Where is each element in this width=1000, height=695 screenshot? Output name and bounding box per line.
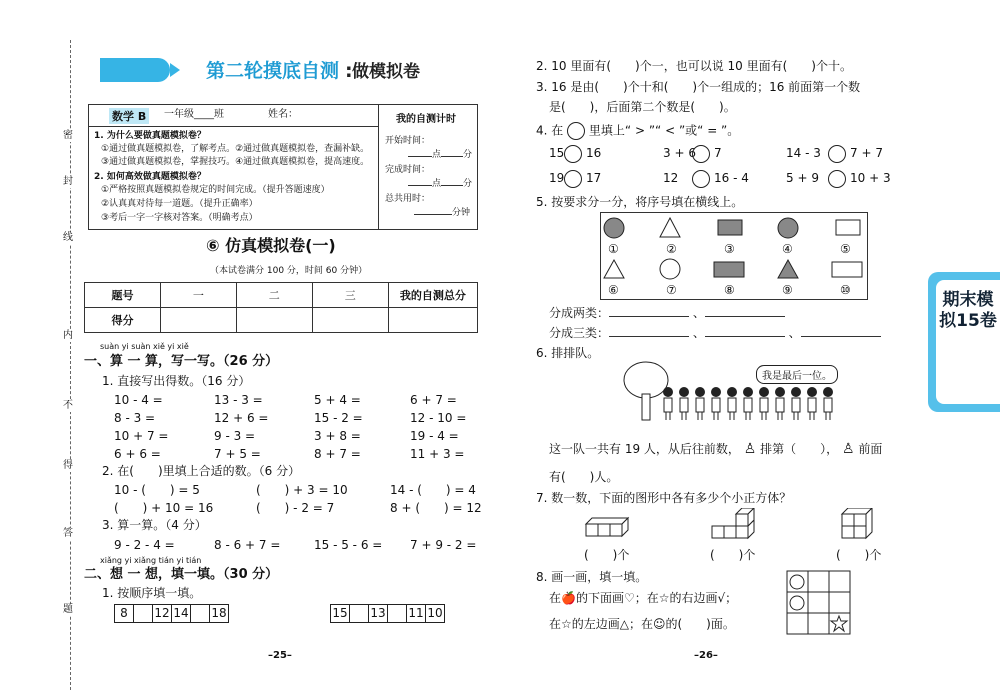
compare-circle-input[interactable] — [564, 170, 582, 188]
math-item: 10 - 4 = — [114, 393, 163, 407]
margin-char: 线 — [63, 232, 73, 243]
fill-item: 8 + ( ) = 12 — [390, 501, 482, 515]
q5-text: 5. 按要求分一分，将序号填在横线上。 — [536, 195, 744, 209]
fill-item: 10 - ( ) = 5 — [114, 483, 200, 497]
child-icon — [663, 387, 673, 420]
math-item: 9 - 3 = — [214, 429, 256, 443]
compare-left: 3 + 6 — [663, 146, 696, 160]
calc-item: 9 - 2 - 4 = — [114, 538, 175, 552]
margin-char: 答 — [63, 528, 73, 539]
child-icon: ♙ — [743, 441, 757, 457]
white-triangle-shape — [604, 260, 624, 278]
shape-number: ④ — [782, 242, 793, 256]
cubes-svg — [580, 508, 900, 548]
fill-item: ( ) - 2 = 7 — [256, 501, 335, 515]
q3-text-b: 是( )，后面第二个数是( )。 — [549, 100, 736, 114]
shape-number: ③ — [724, 242, 735, 256]
margin-char: 内 — [63, 330, 73, 341]
math-item: 6 + 6 = — [114, 447, 161, 461]
seq-cell: 18 — [211, 606, 227, 620]
q2-text: 2. 10 里面有( )个一，也可以说 10 里面有( )个十。 — [536, 59, 852, 73]
calc-item: 7 + 9 - 2 = — [410, 538, 477, 552]
shape-number: ⑥ — [608, 283, 619, 297]
page-number-left: –25– — [268, 650, 292, 661]
compare-circle-input[interactable] — [692, 145, 710, 163]
cube-group-2 — [712, 508, 754, 538]
compare-left: 15 — [549, 146, 565, 160]
white-rectangle-shape — [836, 220, 860, 235]
seq-cell: 15 — [331, 605, 350, 622]
shape-number: ① — [608, 242, 619, 256]
math-item: 19 - 4 = — [410, 429, 459, 443]
compare-circle-input[interactable] — [692, 170, 710, 188]
speech-bubble: 我是最后一位。 — [756, 365, 838, 384]
math-item: 10 + 7 = — [114, 429, 169, 443]
math-item: 8 + 7 = — [314, 447, 361, 461]
side-tab: 期末模拟15卷 — [928, 272, 1000, 412]
math-item: 5 + 4 = — [314, 393, 361, 407]
grid-puzzle — [786, 570, 852, 636]
math-item: 12 + 6 = — [214, 411, 269, 425]
margin-char: 题 — [63, 604, 73, 615]
cube-group-3 — [842, 508, 872, 538]
compare-left: 5 + 9 — [786, 171, 819, 185]
seq-cell[interactable] — [388, 605, 407, 622]
sequence-box-1 — [114, 604, 229, 623]
child-icon — [775, 387, 785, 420]
math-item: 6 + 7 = — [410, 393, 457, 407]
fill-item: ( ) + 3 = 10 — [256, 483, 348, 497]
gray-circle-shape — [778, 218, 798, 238]
q7-text: 7. 数一数，下面的图形中各有多少个小正方体？ — [536, 491, 792, 505]
seq-cell[interactable] — [191, 605, 210, 622]
gray-rectangle-shape — [718, 220, 742, 235]
math-item: 13 - 3 = — [214, 393, 263, 407]
banner-title: 第二轮摸底自测 — [206, 60, 340, 82]
fill-item: ( ) + 10 = 16 — [114, 501, 214, 515]
circle-icon — [567, 122, 585, 140]
seq-cell: 12 — [153, 605, 172, 622]
compare-left: 14 - 3 — [786, 146, 821, 160]
margin-char: 密 — [63, 130, 73, 141]
compare-circle-input[interactable] — [828, 170, 846, 188]
compare-right: 16 - 4 — [714, 171, 749, 185]
compare-right: 10 + 3 — [850, 171, 891, 185]
margin-char: 不 — [63, 400, 73, 411]
child-icon: ♙ — [841, 441, 855, 457]
exam-title: ⑥ 仿真模拟卷(一) — [206, 236, 336, 255]
fill-item: 14 - ( ) = 4 — [390, 483, 476, 497]
child-icon — [727, 387, 737, 420]
class-label: 一年级____班 — [164, 109, 224, 120]
child-icon — [791, 387, 801, 420]
seq-cell: 8 — [115, 605, 134, 622]
page-number-right: –26– — [694, 650, 718, 661]
q8-line-b: 在☆的左边画△；在☺的( )面。 — [549, 617, 735, 631]
exam-note: （本试卷满分 100 分，时间 60 分钟） — [210, 266, 368, 276]
math-item: 8 - 3 = — [114, 411, 156, 425]
subject-badge: 数学 B — [109, 108, 149, 124]
white-triangle-shape — [660, 218, 680, 237]
q3-text-a: 3. 16 是由( )个十和( )个一组成的；16 前面第一个数 — [536, 80, 861, 94]
q8-line-a: 在🍎的下面画♡；在☆的右边画√； — [549, 591, 738, 605]
apple-icon — [790, 575, 804, 589]
seq-cell[interactable] — [350, 605, 369, 622]
shape-number: ⑤ — [840, 242, 851, 256]
gray-rectangle-shape — [714, 262, 744, 277]
seq-cell: 13 — [369, 605, 388, 622]
banner-subtitle: 做模拟卷 — [352, 62, 420, 82]
shape-number: ⑧ — [724, 283, 735, 297]
seq-cell: 14 — [172, 605, 191, 622]
shape-number: ⑨ — [782, 283, 793, 297]
name-label: 姓名： — [268, 109, 298, 120]
math-item: 12 - 10 = — [410, 411, 467, 425]
math-item: 3 + 8 = — [314, 429, 361, 443]
score-table: 题号 一 二 三 我的自测总分 得分 — [84, 282, 478, 333]
shape-number: ② — [666, 242, 677, 256]
section2-title: 二、想 一 想，填一填。（30 分） — [84, 567, 279, 582]
seq-cell: 11 — [407, 605, 426, 622]
compare-circle-input[interactable] — [828, 145, 846, 163]
seq-cell[interactable] — [134, 605, 153, 622]
math-item: 15 - 2 = — [314, 411, 363, 425]
child-icon — [679, 387, 689, 420]
child-icon — [807, 387, 817, 420]
child-icon — [759, 387, 769, 420]
child-icon — [823, 387, 833, 420]
q8-text: 8. 画一画，填一填。 — [536, 570, 648, 584]
cube-group-1 — [586, 518, 628, 536]
calc-item: 8 - 6 + 7 = — [214, 538, 281, 552]
calc-item: 15 - 5 - 6 = — [314, 538, 383, 552]
compare-left: 12 — [663, 171, 679, 185]
q6-text: 6. 排排队。 — [536, 346, 600, 360]
sequence-box-2 — [330, 604, 445, 623]
math-item: 7 + 5 = — [214, 447, 261, 461]
compare-left: 19 — [549, 171, 565, 185]
child-icon — [711, 387, 721, 420]
gray-triangle-shape — [778, 260, 798, 278]
compare-right: 7 — [714, 146, 722, 160]
q6-text-end: 有( )人。 — [549, 470, 619, 484]
gray-circle-shape — [604, 218, 624, 238]
seq-cell: 10 — [427, 606, 443, 620]
tree-icon — [624, 362, 668, 398]
smiley-icon — [790, 596, 804, 610]
compare-right: 7 + 7 — [850, 146, 883, 160]
shape-number: ⑦ — [666, 283, 677, 297]
margin-char: 封 — [63, 176, 73, 187]
child-icon — [695, 387, 705, 420]
compare-circle-input[interactable] — [564, 145, 582, 163]
compare-right: 17 — [586, 171, 602, 185]
white-rectangle-shape — [832, 262, 862, 277]
timer-title: 我的自测计时 — [396, 114, 456, 125]
shape-number: ⑩ — [840, 283, 851, 297]
margin-char: 得 — [63, 460, 73, 471]
title-banner — [100, 58, 170, 82]
compare-right: 16 — [586, 146, 602, 160]
white-circle-shape — [660, 259, 680, 279]
child-icon — [743, 387, 753, 420]
section1-title: 一、算 一 算，写一写。（26 分） — [84, 354, 279, 369]
math-item: 11 + 3 = — [410, 447, 465, 461]
